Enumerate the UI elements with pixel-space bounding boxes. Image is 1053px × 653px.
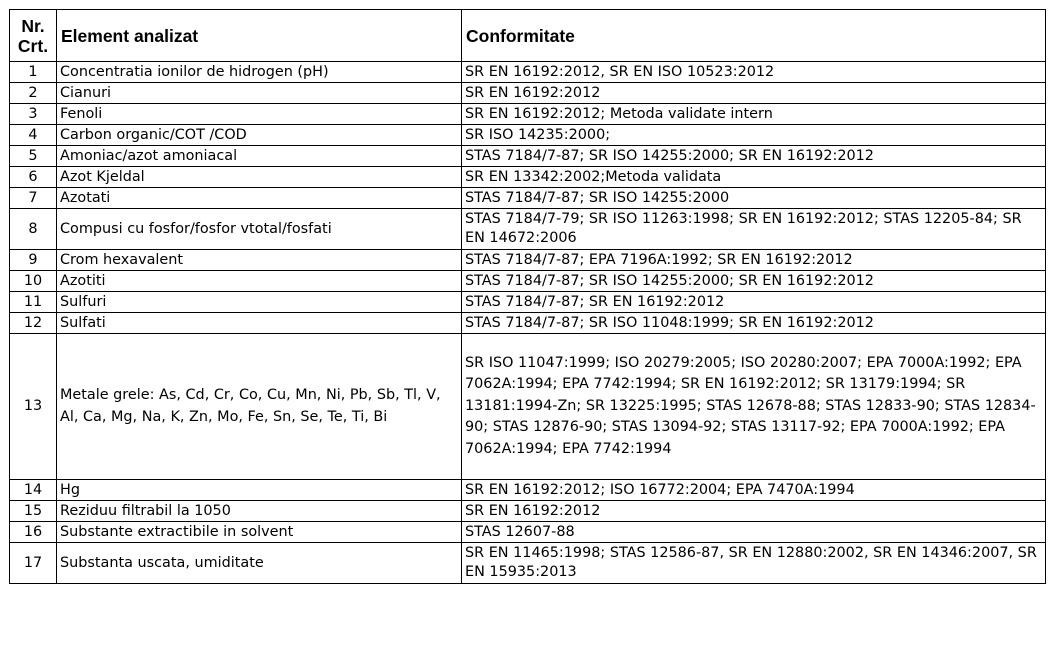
table-row: [10, 292, 1046, 313]
row-element: Concentratia ionilor de hidrogen (pH): [57, 62, 462, 83]
table-row: [10, 104, 1046, 125]
row-element: Amoniac/azot amoniacal: [57, 146, 462, 167]
row-element: Azotati: [57, 188, 462, 209]
row-conformity: STAS 7184/7-87; SR ISO 11048:1999; SR EN 16192:2012: [462, 313, 1046, 334]
table-row: [10, 188, 1046, 209]
row-conformity: SR EN 16192:2012: [462, 83, 1046, 104]
row-element: Azot Kjeldal: [57, 167, 462, 188]
row-number: 1: [10, 62, 57, 83]
table-row: [10, 480, 1046, 501]
table-row: [10, 62, 1046, 83]
row-conformity: SR EN 16192:2012, SR EN ISO 10523:2012: [462, 62, 1046, 83]
row-element: Substanta uscata, umiditate: [57, 543, 462, 584]
row-number: 4: [10, 125, 57, 146]
row-number: 2: [10, 83, 57, 104]
row-conformity: STAS 7184/7-87; SR EN 16192:2012: [462, 292, 1046, 313]
row-number: 14: [10, 480, 57, 501]
row-number: 7: [10, 188, 57, 209]
row-element: Sulfati: [57, 313, 462, 334]
row-conformity: SR EN 16192:2012; Metoda validate intern: [462, 104, 1046, 125]
row-element: Sulfuri: [57, 292, 462, 313]
row-conformity: SR ISO 11047:1999; ISO 20279:2005; ISO 20280:2007; EPA 7000A:1992; EPA 7062A:1994; EPA 7742:1994; SR EN 16192:2012; SR 13179:1994; SR 13181:1994-Zn; SR 13225:1995; STAS 12678-88; STAS 12833-90; STAS 12834-90; STAS 12876-90; STAS 13094-92; STAS 13117-92; EPA 7000A:1992; EPA 7062A:1994; EPA 7742:1994: [462, 334, 1046, 480]
row-conformity: SR EN 13342:2002;Metoda validata: [462, 167, 1046, 188]
row-number: 10: [10, 271, 57, 292]
row-element: Substante extractibile in solvent: [57, 522, 462, 543]
table-row: [10, 543, 1046, 584]
row-conformity: SR EN 16192:2012: [462, 501, 1046, 522]
row-element: Hg: [57, 480, 462, 501]
row-number: 17: [10, 543, 57, 584]
row-element: Reziduu filtrabil la 1050: [57, 501, 462, 522]
row-number: 8: [10, 209, 57, 250]
table-row: [10, 146, 1046, 167]
row-element: Metale grele: As, Cd, Cr, Co, Cu, Mn, Ni, Pb, Sb, Tl, V, Al, Ca, Mg, Na, K, Zn, Mo, Fe, Sn, Se, Te, Ti, Bi: [57, 334, 462, 480]
row-conformity: STAS 7184/7-87; SR ISO 14255:2000; SR EN 16192:2012: [462, 271, 1046, 292]
row-number: 13: [10, 334, 57, 480]
table-header-row: [10, 10, 1046, 62]
table-row: [10, 271, 1046, 292]
row-conformity: STAS 7184/7-87; SR ISO 14255:2000: [462, 188, 1046, 209]
table-row: [10, 125, 1046, 146]
row-element: Azotiti: [57, 271, 462, 292]
row-number: 15: [10, 501, 57, 522]
row-number: 11: [10, 292, 57, 313]
row-element: Fenoli: [57, 104, 462, 125]
row-number: 3: [10, 104, 57, 125]
table-row: [10, 167, 1046, 188]
row-conformity: STAS 7184/7-87; EPA 7196A:1992; SR EN 16192:2012: [462, 250, 1046, 271]
row-number: 6: [10, 167, 57, 188]
row-number: 16: [10, 522, 57, 543]
table-row: [10, 501, 1046, 522]
table-row: [10, 209, 1046, 250]
row-conformity: STAS 7184/7-87; SR ISO 14255:2000; SR EN 16192:2012: [462, 146, 1046, 167]
row-conformity: STAS 7184/7-79; SR ISO 11263:1998; SR EN 16192:2012; STAS 12205-84; SR EN 14672:2006: [462, 209, 1046, 250]
header-conformitate: Conformitate: [462, 10, 1046, 62]
row-conformity: SR EN 11465:1998; STAS 12586-87, SR EN 12880:2002, SR EN 14346:2007, SR EN 15935:2013: [462, 543, 1046, 584]
header-element-analizat: Element analizat: [57, 10, 462, 62]
table-row: [10, 334, 1046, 480]
row-element: Crom hexavalent: [57, 250, 462, 271]
table-row: [10, 83, 1046, 104]
table-row: [10, 250, 1046, 271]
row-conformity: SR ISO 14235:2000;: [462, 125, 1046, 146]
row-number: 12: [10, 313, 57, 334]
row-number: 5: [10, 146, 57, 167]
row-number: 9: [10, 250, 57, 271]
analysis-table: [9, 9, 1046, 584]
table-row: [10, 313, 1046, 334]
row-element: Cianuri: [57, 83, 462, 104]
table-row: [10, 522, 1046, 543]
row-element: Carbon organic/COT /COD: [57, 125, 462, 146]
row-conformity: STAS 12607-88: [462, 522, 1046, 543]
header-nr-crt: Nr. Crt.: [10, 10, 57, 62]
row-conformity: SR EN 16192:2012; ISO 16772:2004; EPA 7470A:1994: [462, 480, 1046, 501]
row-element: Compusi cu fosfor/fosfor vtotal/fosfati: [57, 209, 462, 250]
